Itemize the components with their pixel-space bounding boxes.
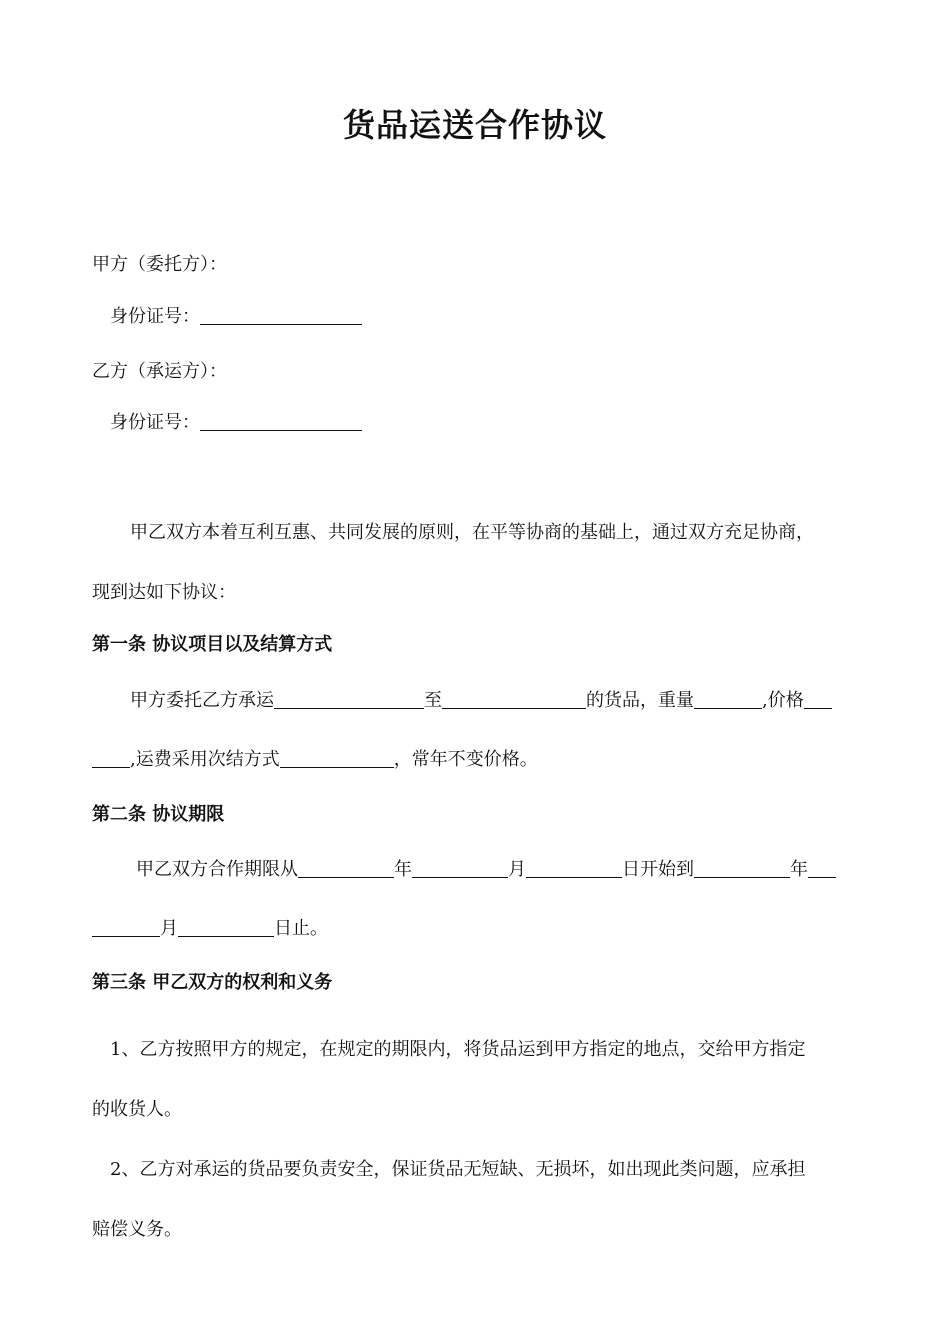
end-month-blank-end[interactable]: [92, 918, 160, 937]
end-day-blank[interactable]: [178, 918, 274, 937]
article2-text-a: 甲乙双方合作期限从: [136, 859, 298, 880]
party-b-id-label: 身份证号：: [110, 412, 200, 433]
article2-heading: 第二条 协议期限: [92, 804, 225, 825]
party-b-id-row: [110, 408, 362, 434]
article2-text-d: 日开始到: [622, 859, 694, 880]
article2-text-g: 日止。: [274, 918, 328, 939]
article3-item2-line-2: 赔偿义务。: [92, 1219, 182, 1240]
article1-text-e: ,运费采用次结方式: [130, 749, 280, 770]
article3-item2-line-1: 2、乙方对承运的货品要负责安全，保证货品无短缺、无损坏，如出现此类问题，应承担: [110, 1159, 806, 1180]
article3-heading: 第三条 甲乙双方的权利和义务: [92, 972, 333, 993]
origin-blank[interactable]: [274, 690, 424, 709]
article2-text-c: 月: [508, 859, 526, 880]
price-blank-start[interactable]: [804, 690, 832, 709]
party-a-id-row: [110, 302, 362, 328]
document-title: 货品运送合作协议: [342, 106, 607, 144]
party-a-id-blank[interactable]: [200, 306, 362, 325]
article1-text-f: ，常年不变价格。: [393, 749, 538, 770]
article2-text-b: 年: [394, 859, 412, 880]
article2-line-1: [136, 855, 836, 881]
party-a-id-label: 身份证号：: [110, 306, 200, 327]
article1-text-c: 的货品，重量: [586, 690, 694, 711]
article2-line-2: [92, 914, 328, 940]
article1-heading: 第一条 协议项目以及结算方式: [92, 634, 333, 655]
article3-item1-line-2: 的收货人。: [92, 1099, 182, 1120]
settlement-blank[interactable]: [280, 749, 394, 768]
article2-text-e: 年: [790, 859, 808, 880]
article1-line-2: [92, 745, 538, 771]
intro-line-1: 甲乙双方本着互利互惠、共同发展的原则，在平等协商的基础上，通过双方充足协商，: [130, 522, 814, 543]
price-blank-end[interactable]: [92, 749, 130, 768]
end-year-blank[interactable]: [694, 859, 790, 878]
article1-line-1: [130, 686, 832, 712]
article1-text-a: 甲方委托乙方承运: [130, 690, 274, 711]
party-a-label: 甲方（委托方）：: [92, 254, 227, 275]
intro-line-2: 现到达如下协议：: [92, 582, 236, 603]
article1-text-d: ,价格: [762, 690, 804, 711]
article2-text-f: 月: [160, 918, 178, 939]
start-month-blank[interactable]: [412, 859, 508, 878]
party-b-label: 乙方（承运方）：: [92, 361, 227, 382]
weight-blank[interactable]: [694, 690, 762, 709]
article1-text-b: 至: [424, 690, 442, 711]
end-month-blank-start[interactable]: [808, 859, 836, 878]
start-year-blank[interactable]: [298, 859, 394, 878]
article3-item1-line-1: 1、乙方按照甲方的规定，在规定的期限内，将货品运到甲方指定的地点，交给甲方指定: [110, 1039, 806, 1060]
party-b-id-blank[interactable]: [200, 412, 362, 431]
start-day-blank[interactable]: [526, 859, 622, 878]
destination-blank[interactable]: [442, 690, 586, 709]
